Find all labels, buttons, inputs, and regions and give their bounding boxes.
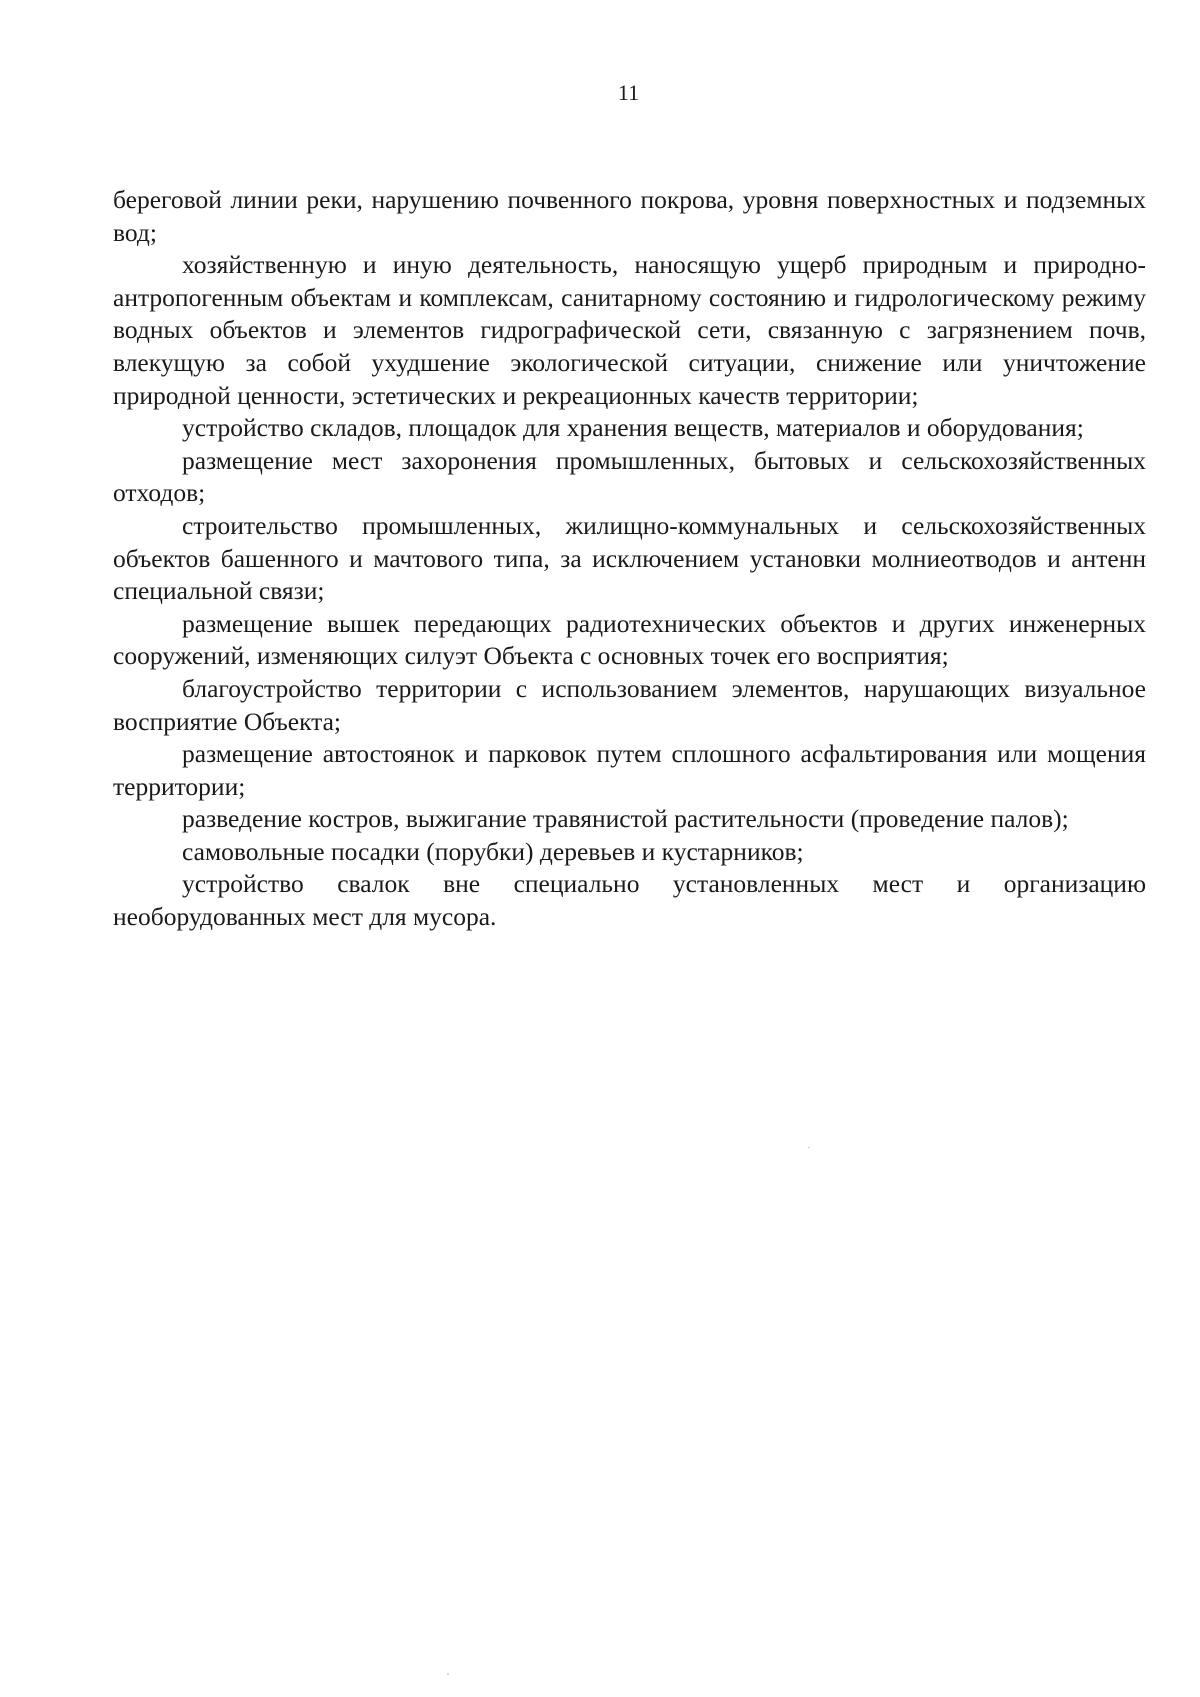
paragraph: самовольные посадки (порубки) деревьев и кустарников; [182,836,804,866]
paragraph: строительство промышленных, жилищно-коммунальных и сельскохозяйственных объектов башенного и мачтового типа, за исключением установки молниеотводов и антенн специальной связи; [113,510,1146,606]
paragraph: береговой линии реки, нарушению почвенного покрова, уровня поверхностных и подземных вод; [113,185,1146,247]
scan-speck [808,1147,810,1148]
paragraph: размещение мест захоронения промышленных, бытовых и сельскохозяйственных отходов; [113,445,1146,508]
document-body [113,184,1146,934]
page-number: 11 [617,80,640,105]
scan-speck [447,1673,449,1675]
paragraph: размещение автостоянок и парковок путем сплошного асфальтирования или мощения территории; [113,739,1146,801]
paragraph: хозяйственную и иную деятельность, наносящую ущерб природным и природно-антропогенным объектам и комплексам, санитарному состоянию и гидрологическому режиму водных объектов и элементов гидрографической сети, связанную с загрязнением почв, влекущую за собой ухудшение экологической ситуации, снижение или уничтожение природной ценности, эстетических и рекреационных качеств территории; [113,250,1146,410]
paragraph: устройство складов, площадок для хранения веществ, материалов и оборудования; [182,413,1084,443]
paragraph: разведение костров, выжигание травянистой растительности (проведение палов); [182,804,1069,834]
paragraph: размещение вышек передающих радиотехнических объектов и других инженерных сооружений, изменяющих силуэт Объекта с основных точек его восприятия; [113,608,1146,671]
paragraph: устройство свалок вне специально установленных мест и организацию необорудованных мест для мусора. [113,869,1146,932]
paragraph: благоустройство территории с использованием элементов, нарушающих визуальное восприятие Объекта; [113,673,1146,736]
